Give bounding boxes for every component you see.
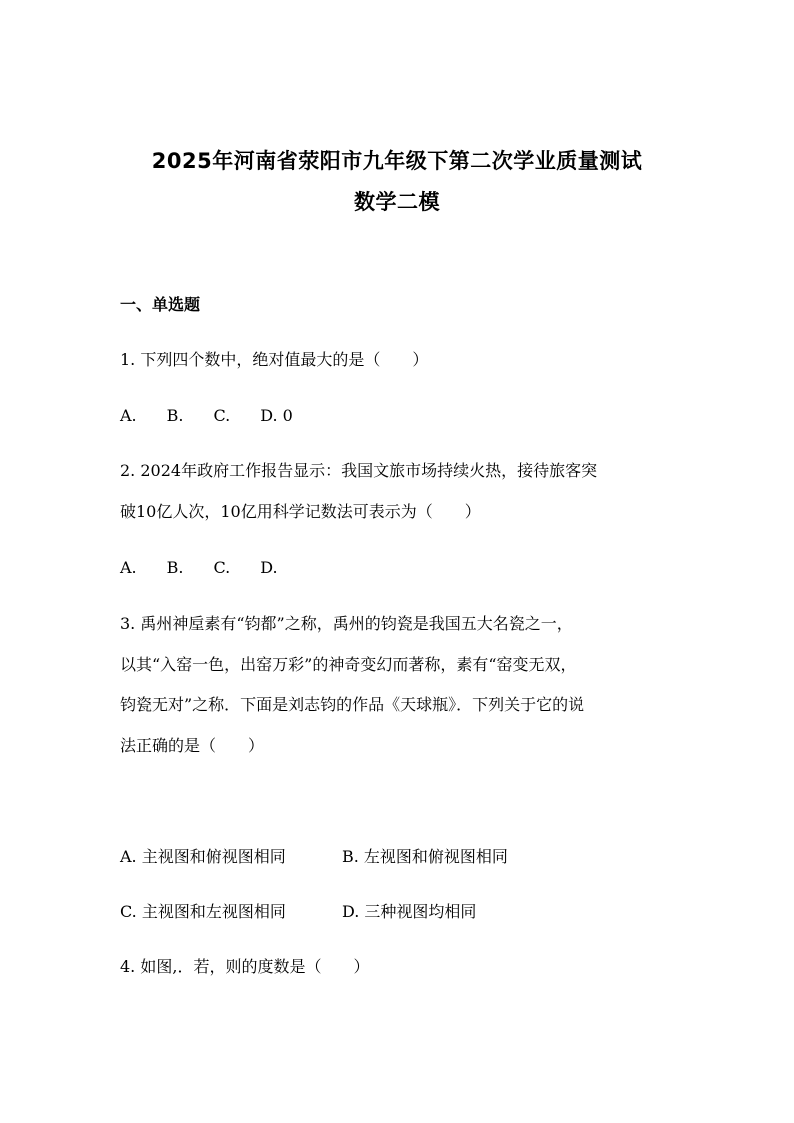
document-title: 2025年河南省荥阳市九年级下第二次学业质量测试 [151,149,643,173]
question-3-stem-line4: 法正确的是（ ） [120,736,265,755]
question-2-option-a[interactable]: A. [120,558,137,577]
question-3-stem-line2: 以其“入窑一色，出窑万彩”的神奇变幻而著称，素有“窑变无双， [120,655,577,674]
question-1-option-c[interactable]: C. [213,406,231,425]
question-3-option-a[interactable]: A. 主视图和俯视图相同 [120,847,286,866]
question-1-stem: 1. 下列四个数中，绝对值最大的是（ ） [120,350,429,369]
question-1-option-d[interactable]: D. 0 [260,406,293,425]
question-2-option-d[interactable]: D. [260,558,278,577]
question-3-option-d[interactable]: D. 三种视图均相同 [342,902,477,921]
question-4-stem: 4. 如图,．若，则的度数是（ ） [120,957,370,976]
question-3-options-row2 [120,902,476,922]
section-heading: 一、单选题 [120,295,201,314]
question-1-option-a[interactable]: A. [120,406,137,425]
question-3-option-b[interactable]: B. 左视图和俯视图相同 [342,847,508,866]
question-1-options [120,406,323,426]
question-3-stem-line3: 钧瓷无对”之称．下面是刘志钧的作品《天球瓶》．下列关于它的说 [120,695,585,714]
question-2-options [120,558,308,578]
question-2-stem-line1: 2. 2024年政府工作报告显示：我国文旅市场持续火热，接待旅客突 [120,461,598,480]
question-3-options-row1 [120,847,508,867]
question-2-option-c[interactable]: C. [213,558,231,577]
question-2-stem-line2: 破10亿人次，10亿用科学记数法可表示为（ ） [120,502,481,521]
question-2-option-b[interactable]: B. [166,558,184,577]
question-3-stem-line1: 3. 禹州神垕素有“钧都”之称，禹州的钧瓷是我国五大名瓷之一， [120,614,573,633]
question-3-option-c[interactable]: C. 主视图和左视图相同 [120,902,286,921]
question-1-option-b[interactable]: B. [166,406,184,425]
document-subtitle: 数学二模 [354,190,440,214]
